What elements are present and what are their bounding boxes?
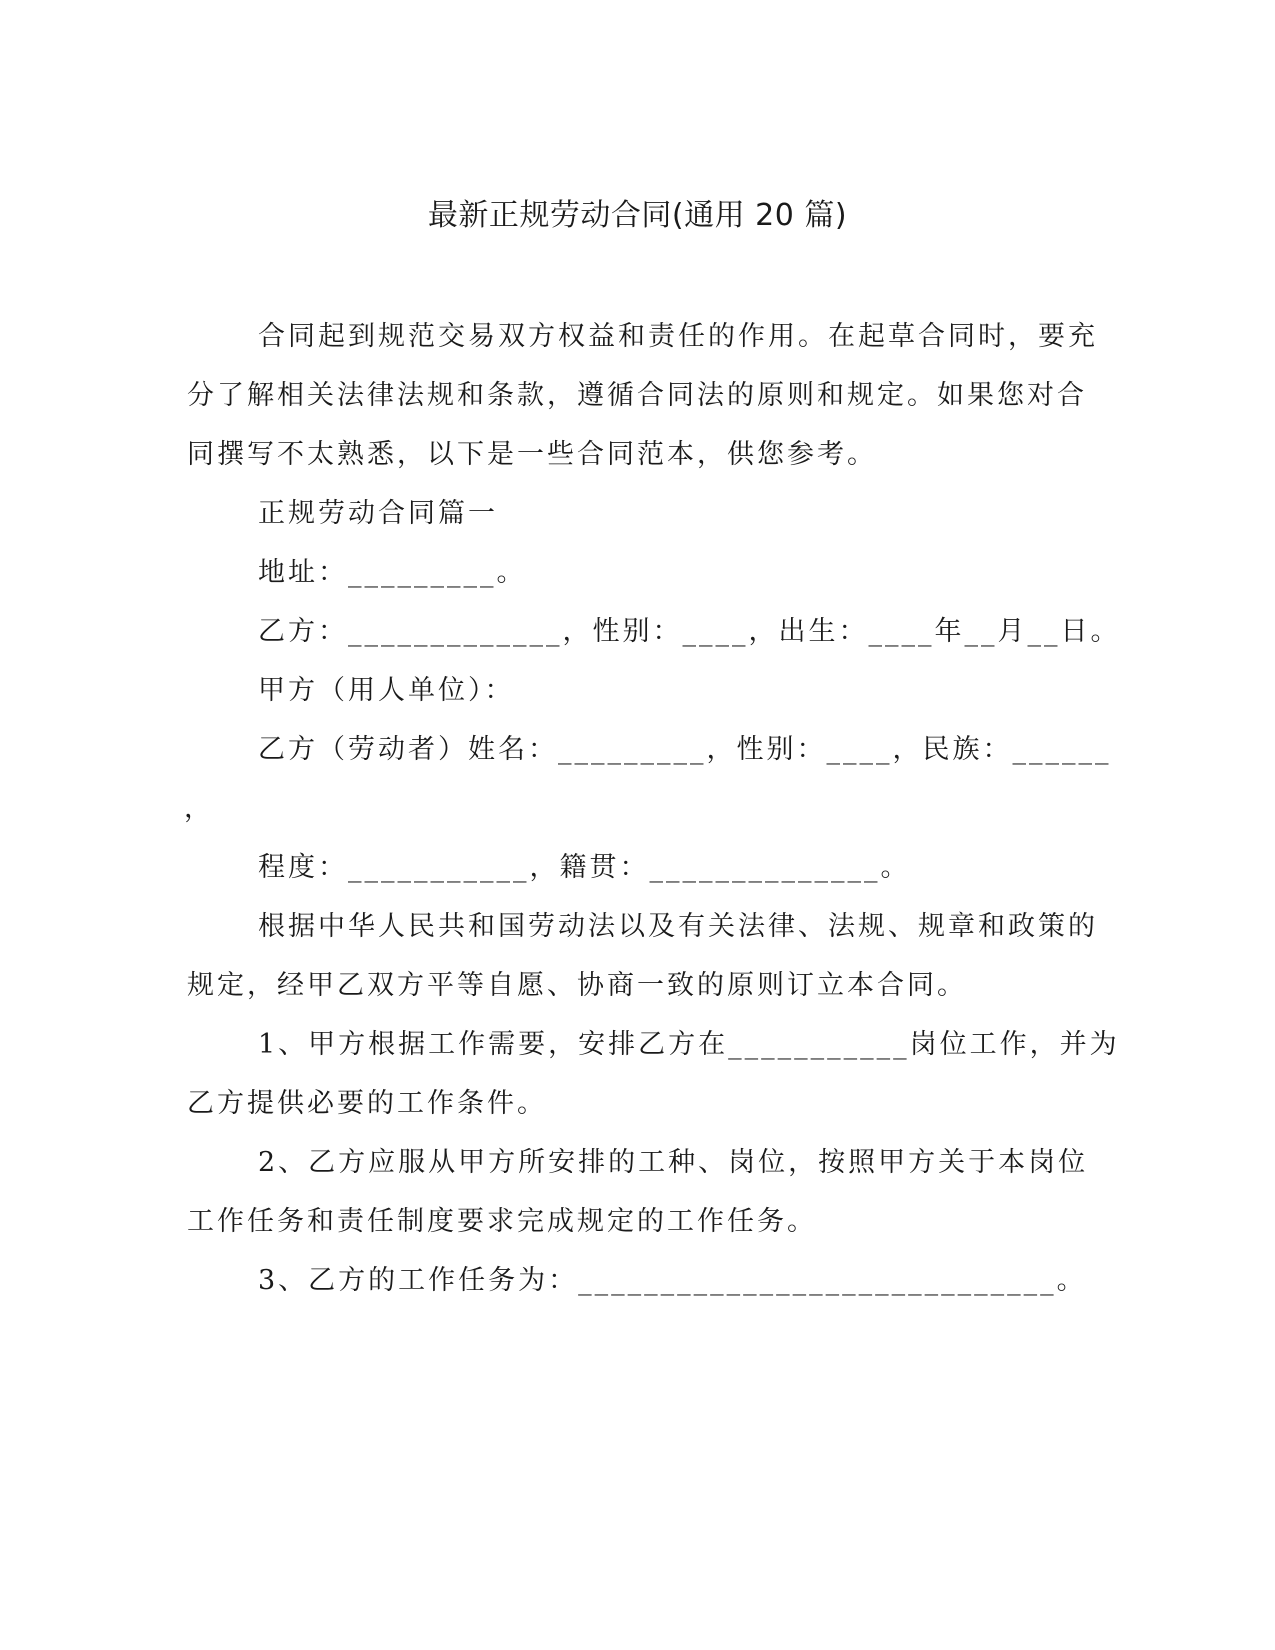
party-b-line: 乙方：_____________，性别：____，出生：____年__月__日。	[258, 616, 1121, 647]
clause-2-line-2: 工作任务和责任制度要求完成规定的工作任务。	[187, 1206, 817, 1237]
intro-line-3: 同撰写不太熟悉，以下是一些合同范本，供您参考。	[187, 439, 877, 470]
intro-line-1: 合同起到规范交易双方权益和责任的作用。在起草合同时，要充	[258, 321, 1098, 352]
intro-line-2: 分了解相关法律法规和条款，遵循合同法的原则和规定。如果您对合	[187, 380, 1087, 411]
section-heading: 正规劳动合同篇一	[258, 498, 498, 529]
worker-info-line: 乙方（劳动者）姓名：_________，性别：____，民族：______	[258, 734, 1112, 765]
clause-1-line-2: 乙方提供必要的工作条件。	[187, 1088, 547, 1119]
basis-line-2: 规定，经甲乙双方平等自愿、协商一致的原则订立本合同。	[187, 970, 967, 1001]
comma-line: ，	[184, 793, 214, 824]
education-line: 程度：___________，籍贯：______________。	[258, 852, 911, 883]
clause-1-line-1: 1、甲方根据工作需要，安排乙方在___________岗位工作，并为	[258, 1029, 1120, 1060]
basis-line-1: 根据中华人民共和国劳动法以及有关法律、法规、规章和政策的	[258, 911, 1098, 942]
party-a-line: 甲方（用人单位）：	[258, 675, 515, 706]
clause-2-line-1: 2、乙方应服从甲方所安排的工种、岗位，按照甲方关于本岗位	[258, 1147, 1089, 1178]
clause-3-line: 3、乙方的工作任务为：_____________________________。	[258, 1265, 1087, 1296]
address-line: 地址：_________。	[258, 557, 527, 588]
document-title: 最新正规劳动合同(通用 20 篇)	[427, 198, 848, 233]
